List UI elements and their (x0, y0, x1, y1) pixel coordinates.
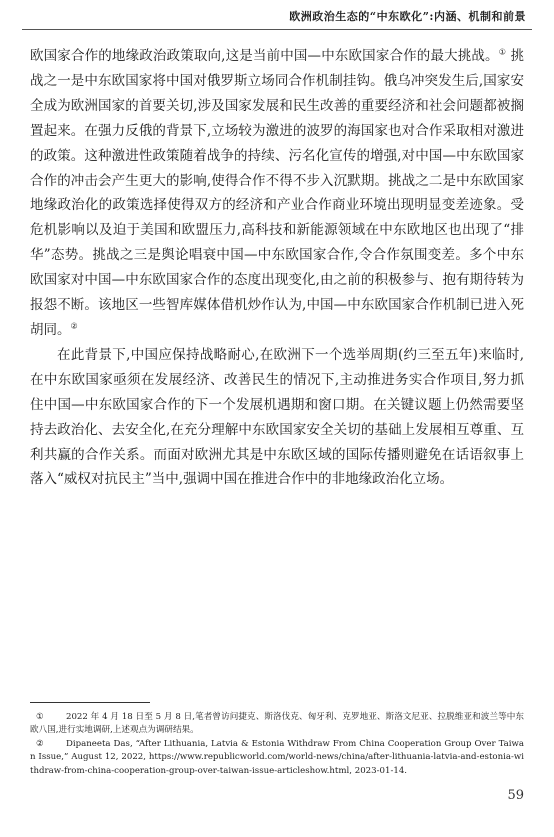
footnotes (30, 711, 524, 778)
footnote-ref-2[interactable]: ② (70, 321, 78, 331)
footnote-ref-1[interactable]: ① (498, 47, 507, 57)
body-text (30, 44, 524, 492)
footnote-1-mark: ① (36, 712, 44, 722)
footnote-divider (30, 702, 150, 703)
paragraph-1 (30, 44, 524, 343)
footnote-1 (30, 711, 524, 738)
footnote-1-text: 2022 年 4 月 18 日至 5 月 8 日,笔者曾访问捷克、斯洛伐克、匈牙利、克罗地亚、斯洛文尼亚、拉脱维亚和波兰等中东欧八国,进行实地调研,上述观点为调研结果。 (30, 712, 524, 736)
paragraph-1-text-a: 欧国家合作的地缘政治政策取向,这是当前中国—中东欧国家合作的最大挑战。 (30, 48, 499, 64)
header-rule (22, 29, 532, 30)
footnote-2 (30, 738, 524, 778)
footnote-2-mark: ② (36, 738, 44, 749)
paragraph-1-text-b: 挑战之一是中东欧国家将中国对俄罗斯立场同合作机制挂钩。俄乌冲突发生后,国家安全成为欧洲国家的首要关切,涉及国家发展和民生改善的重要经济和社会问题都被搁置起来。在强力反俄的背景下,立场较为激进的波罗的海国家也对合作采取相对激进的政策。这种激进性政策随着战争的持续、污名化宣传的增强,对中国—中东欧国家合作的冲击会产生更大的影响,使得合作不得不步入沉默期。挑战之二是中东欧国家地缘政治化的政策选择使得双方的经济和产业合作商业环境出现明显变差迹象。受危机影响以及迫于美国和欧盟压力,高科技和新能源领域在中东欧地区也出现了“排华”态势。挑战之三是舆论唱衰中国—中东欧国家合作,令合作氛围变差。多个中东欧国家对中国—中东欧国家合作的态度出现变化,由之前的积极参与、抱有期待转为报怨不断。该地区一些智库媒体借机炒作认为,中国—中东欧国家合作机制已进入死胡同。 (30, 48, 524, 338)
page-number: 59 (507, 788, 524, 803)
footnote-2-text: Dipaneeta Das, “After Lithuania, Latvia & Estonia Withdraw From China Cooperation Group Over Taiwan Issue,” August 12, 2022, https://www.republicworld.com/world-news/china/after-lithuania-latvia-and-estonia-withdraw-from-china-cooperation-group-over-taiwan-issue-articleshow.html, 2023-01-14. (30, 738, 524, 776)
running-header: 欧洲政治生态的“中东欧化”:内涵、机制和前景 (289, 10, 526, 23)
paragraph-2: 在此背景下,中国应保持战略耐心,在欧洲下一个选举周期(约三至五年)来临时,在中东欧国家亟须在发展经济、改善民生的情况下,主动推进务实合作项目,努力抓住中国—中东欧国家合作的下一个发展机遇期和窗口期。在关键议题上仍然需要坚持去政治化、去安全化,在充分理解中东欧国家安全关切的基础上发展相互尊重、互利共赢的合作关系。而面对欧洲尤其是中东欧区域的国际传播则避免在话语叙事上落入“威权对抗民主”当中,强调中国在推进合作中的非地缘政治化立场。 (30, 346, 524, 488)
